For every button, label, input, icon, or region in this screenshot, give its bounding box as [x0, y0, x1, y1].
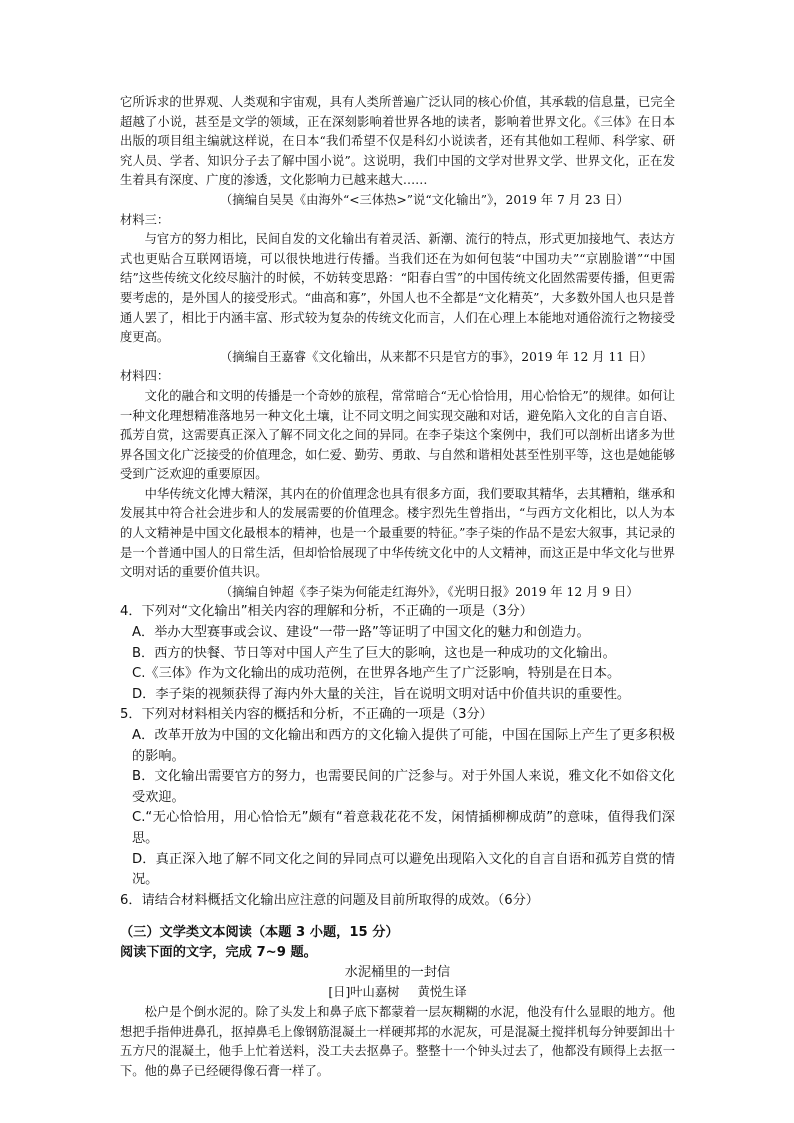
- question-5-option-a: A．改革开放为中国的文化输出和西方的文化输入提供了可能，中国在国际上产生了更多积极的影响。: [132, 728, 675, 764]
- story-author: [日]叶山嘉树: [328, 985, 400, 1000]
- question-5-option-d: D．真正深入地了解不同文化之间的异同点可以避免出现陷入文化的自言自语和孤芳自赏的情况。: [132, 851, 675, 888]
- story-title: 水泥桶里的一封信: [344, 965, 451, 981]
- question-6: 6．请结合材料概括文化输出应注意的问题及目前所取得的成效。（6分）: [120, 892, 539, 908]
- section-3-instruction: 阅读下面的文字，完成 7~9 题。: [120, 945, 317, 961]
- question-4-stem: 4．下列对“文化输出”相关内容的理解和分析，不正确的一项是（3分）: [120, 604, 533, 620]
- material3-paragraph: 与官方的努力相比，民间自发的文化输出有着灵活、新潮、流行的特点，形式更加接地气、表达方式也更贴合互联网语境，可以很快地进行传播。当我们还在为如何包装“中国功夫”“京剧脸谱”“中国结”这些传统文化绞尽脑汁的时候，不妨转变思路：“阳春白雪”的中国传统文化固然需要传播，但更需要考虑的，是外国人的接受形式。“曲高和寡”，外国人也不全都是“文化精英”，大多数外国人也只是普通人罢了，相比于内涵丰富、形式较为复杂的传统文化而言，人们在心理上本能地对通俗流行之物接受度更高。: [120, 232, 675, 345]
- question-5-option-b: B．文化输出需要官方的努力，也需要民间的广泛参与。对于外国人来说，雅文化不如俗文化受欢迎。: [132, 769, 675, 805]
- question-4-option-c: C.《三体》作为文化输出的成功范例，在世界各地产生了广泛影响，特别是在日本。: [132, 666, 621, 682]
- section-3-heading: （三）文学类文本阅读（本题 3 小题，15 分）: [120, 925, 399, 941]
- story-byline: [120, 983, 675, 1003]
- page-content: [120, 93, 675, 1081]
- material4-label: 材料四：: [120, 369, 170, 384]
- material4-paragraph-1: 文化的融合和文明的传播是一个奇妙的旅程，常常暗合“无心恰恰用，用心恰恰无”的规律。如何让一种文化理想精准落地另一种文化土壤，让不同文明之间实现交融和对话，避免陷入文化的自言自语、孤芳自赏，这需要真正深入了解不同文化之间的异同。在李子柒这个案例中，我们可以剖析出诸多为世界各国文化广泛接受的价值理念，如仁爱、勤劳、勇敢、与自然和谐相处甚至性别平等，这也是她能够受到广泛欢迎的重要原因。: [120, 388, 675, 482]
- question-4-option-a: A．举办大型赛事或会议、建设“一带一路”等证明了中国文化的魅力和创造力。: [132, 625, 590, 641]
- material4-source: （摘编自钟超《李子柒为何能走红海外》，《光明日报》2019 年 12 月 9 日）: [220, 584, 639, 599]
- question-4-option-d: D．李子柒的视频获得了海内外大量的关注，旨在说明文明对话中价值共识的重要性。: [132, 686, 631, 702]
- material3-source: （摘编自王嘉睿《文化输出，从来都不只是官方的事》，2019 年 12 月 11 日）: [220, 349, 653, 364]
- section-gap: [120, 911, 675, 923]
- question-4-option-b: B．西方的快餐、节日等对中国人产生了巨大的影响，这也是一种成功的文化输出。: [132, 645, 616, 661]
- question-5-stem: 5．下列对材料相关内容的概括和分析，不正确的一项是（3分）: [120, 707, 493, 723]
- question-5-option-c: C.“无心恰恰用，用心恰恰无”颇有“着意栽花花不发，闲情插柳柳成荫”的意味，值得我们深思。: [132, 810, 675, 846]
- material4-paragraph-2: 中华传统文化博大精深，其内在的价值理念也具有很多方面，我们要取其精华，去其糟粕，继承和发展其中符合社会进步和人的发展需要的价值理念。楼宇烈先生曾指出，“与西方文化相比，以人为本的人文精神是中国文化最根本的精神，也是一个最重要的特征。”李子柒的作品不是宏大叙事，其记录的是一个普通中国人的日常生活，但却恰恰展现了中华传统文化中的人文精神，而这正是中华文化与世界文明对话的重要价值共识。: [120, 486, 675, 580]
- story-translator: 黄悦生译: [417, 985, 467, 1000]
- material3-label: 材料三：: [120, 212, 170, 227]
- material2-source: （摘编自吴昊《由海外“<三体热>”说“文化输出”》，2019 年 7 月 23 日）: [220, 192, 630, 207]
- story-paragraph-1: 松户是个倒水泥的。除了头发上和鼻子底下都蒙着一层灰糊糊的水泥，他没有什么显眼的地方。他想把手指伸进鼻孔，抠掉鼻毛上像钢筋混凝土一样硬邦邦的水泥灰，可是混凝土搅拌机每分钟要卸出十五方尺的混凝土，他手上忙着送料，没工夫去抠鼻子。整整十一个钟头过去了，他都没有顾得上去抠一下。他的鼻子已经硬得像石膏一样了。: [120, 1004, 675, 1078]
- material2-tail-paragraph: 它所诉求的世界观、人类观和宇宙观，具有人类所普遍广泛认同的核心价值，其承载的信息量，已完全超越了小说，甚至是文学的领域，正在深刻影响着世界各地的读者，影响着世界文化。《三体》在日本出版的项目组主编就这样说，在日本“我们希望不仅是科幻小说读者，还有其他如工程师、科学家、研究人员、学者、知识分子去了解中国小说”。这说明，我们中国的文学对世界文学、世界文化，正在发生着具有深度、广度的渗透，文化影响力已越来越大……: [120, 95, 675, 188]
